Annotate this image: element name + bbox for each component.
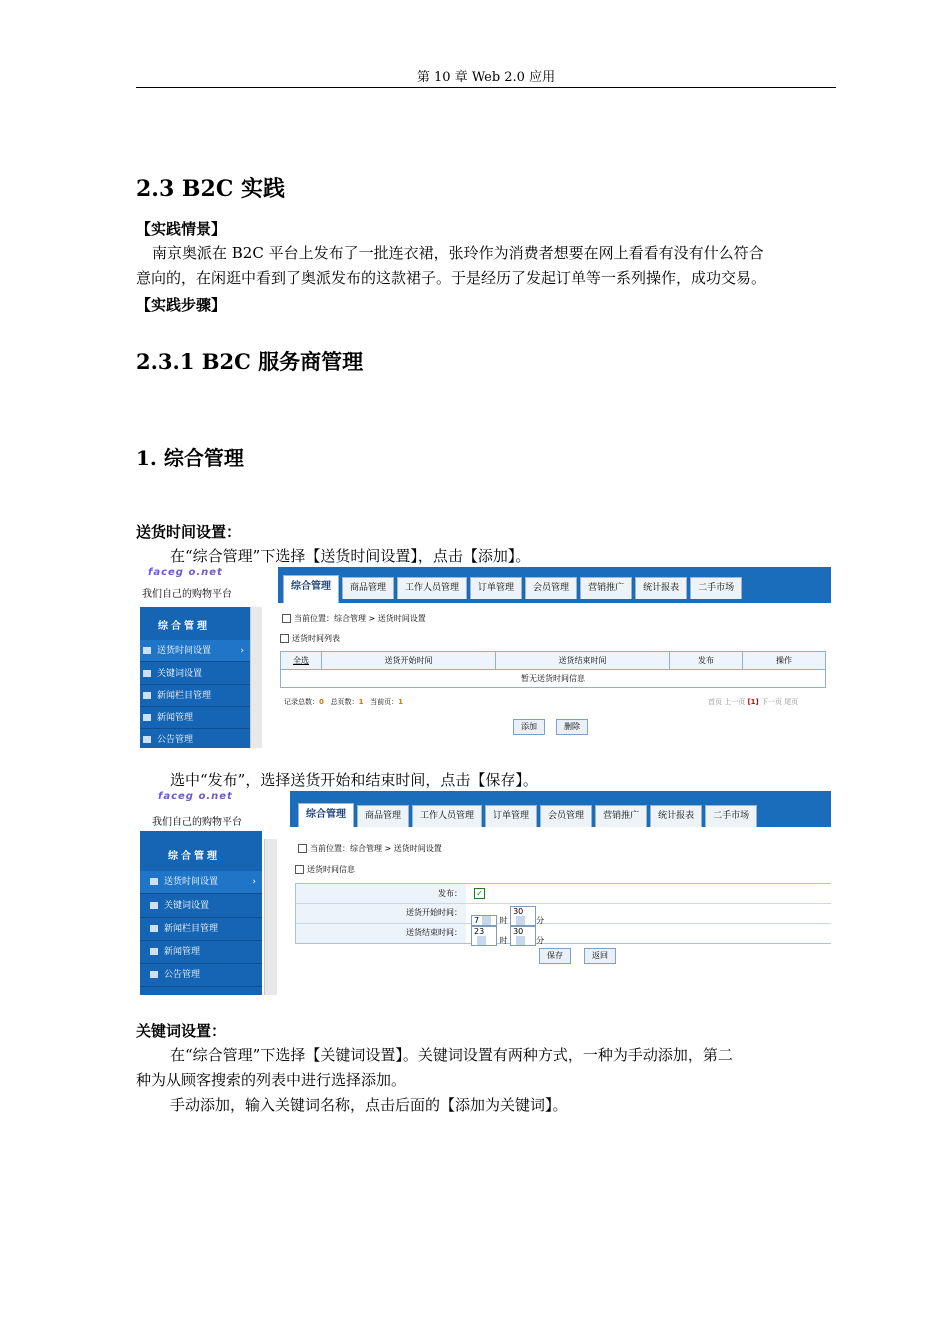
tab-staff[interactable]: 工作人员管理 [412, 805, 482, 827]
tab-staff[interactable]: 工作人员管理 [397, 577, 467, 599]
col-end-time: 送货结束时间 [496, 652, 670, 670]
delivery-instruction-2: 选中“发布”，选择送货开始和结束时间，点击【保存】。 [170, 771, 538, 789]
steps-label: 【实践步骤】 [136, 296, 227, 314]
tab-reports[interactable]: 统计报表 [650, 805, 702, 827]
tab-general[interactable]: 综合管理 [283, 575, 339, 603]
scene-text-line1: 南京奥派在 B2C 平台上发布了一批连衣裙，张玲作为消费者想要在网上看看有没有什么符合 [152, 244, 764, 262]
sidebar-item-news[interactable] [140, 707, 250, 729]
end-minute-select[interactable] [510, 926, 536, 946]
form-icon [295, 865, 304, 874]
sidebar-item-delivery-time[interactable] [140, 871, 262, 894]
info-title-text: 送货时间信息 [307, 865, 355, 874]
screenshot-delivery-form [140, 791, 831, 995]
start-hour-value: 7 [474, 916, 480, 925]
sidebar-item-label: 关键词设置 [164, 901, 210, 911]
pager [708, 697, 798, 707]
scene-text-line2: 意向的，在闲逛中看到了奥派发布的这款裙子。于是经历了发起订单等一系列操作，成功交易。 [136, 269, 767, 287]
sidebar-scrollbar[interactable] [264, 839, 277, 995]
delivery-label: 送货时间设置： [136, 523, 242, 541]
empty-message: 暂无送货时间信息 [281, 670, 826, 688]
site-logo: faceg o.net [158, 791, 233, 802]
sidebar-item-label: 送货时间设置 [157, 646, 212, 656]
header-rule [136, 87, 836, 88]
list-icon [143, 647, 151, 654]
screenshot-delivery-list [140, 567, 831, 748]
arrow-right-icon [282, 614, 291, 623]
sidebar-item-notices[interactable] [140, 729, 250, 748]
start-minute-value: 30 [513, 907, 524, 916]
minute-unit: 分 [536, 916, 545, 925]
hour-unit: 时 [499, 936, 508, 945]
sidebar-item-label: 公告管理 [157, 735, 194, 745]
keyword-line3: 手动添加，输入关键词名称，点击后面的【添加为关键词】。 [170, 1096, 568, 1114]
record-stats [284, 697, 403, 707]
sidebar-item-label: 新闻栏目管理 [157, 691, 212, 701]
sidebar-item-label: 送货时间设置 [164, 877, 219, 887]
list-icon [150, 902, 158, 909]
section-heading-1: 1. 综合管理 [136, 446, 244, 470]
running-header: 第 10 章 Web 2.0 应用 [416, 70, 556, 85]
breadcrumb-text: 当前位置：综合管理 > 送货时间设置 [294, 614, 426, 623]
list-icon [150, 948, 158, 955]
chevron-right-icon: › [240, 646, 244, 656]
start-hour-select[interactable] [471, 915, 497, 926]
current-value: 1 [398, 698, 403, 706]
form-divider [296, 903, 831, 904]
chevron-right-icon: › [252, 877, 256, 887]
pager-last[interactable]: 尾页 [784, 698, 799, 706]
keyword-line2: 种为从顾客搜索的列表中进行选择添加。 [136, 1071, 407, 1089]
end-hour-select[interactable] [471, 926, 497, 946]
sidebar-item-label: 关键词设置 [157, 669, 203, 679]
list-icon [150, 971, 158, 978]
delete-button[interactable]: 删除 [556, 719, 588, 735]
sidebar-scrollbar[interactable] [250, 607, 262, 748]
end-time-label: 送货结束时间： [406, 928, 462, 937]
total-label: 记录总数： [284, 698, 319, 706]
site-slogan: 我们自己的购物平台 [142, 589, 232, 600]
scene-label: 【实践情景】 [136, 220, 227, 238]
back-button[interactable]: 返回 [584, 948, 616, 964]
sidebar-item-notices[interactable] [140, 964, 262, 987]
site-slogan: 我们自己的购物平台 [152, 817, 242, 828]
sidebar-item-news-columns[interactable] [140, 685, 250, 707]
publish-checkbox[interactable] [474, 888, 485, 899]
chevron-down-icon [516, 936, 525, 945]
pager-first[interactable]: 首页 [708, 698, 722, 706]
chevron-down-icon [516, 916, 525, 925]
tab-orders[interactable]: 订单管理 [485, 805, 537, 827]
list-title-text: 送货时间列表 [292, 634, 340, 643]
save-button[interactable]: 保存 [539, 948, 571, 964]
sidebar-item-keywords[interactable] [140, 663, 250, 685]
col-start-time: 送货开始时间 [322, 652, 496, 670]
sidebar-title: 综合管理 [158, 621, 210, 632]
keyword-line1: 在“综合管理”下选择【关键词设置】。关键词设置有两种方式，一种为手动添加，第二 [170, 1046, 733, 1064]
list-title [280, 633, 340, 644]
delivery-time-table [280, 651, 826, 688]
section-heading-2-3-1: 2.3.1 B2C 服务商管理 [136, 349, 364, 374]
tab-marketing[interactable]: 营销推广 [580, 577, 632, 599]
start-time-label: 送货开始时间： [406, 908, 462, 917]
arrow-right-icon [298, 844, 307, 853]
tab-marketing[interactable]: 营销推广 [595, 805, 647, 827]
start-time-fields [471, 906, 544, 926]
chevron-down-icon [477, 936, 486, 945]
list-icon [143, 670, 151, 677]
tab-members[interactable]: 会员管理 [525, 577, 577, 599]
sidebar-item-label: 新闻栏目管理 [164, 924, 219, 934]
delivery-form [295, 883, 831, 944]
sidebar-item-news[interactable] [140, 941, 262, 964]
publish-label: 发布： [438, 889, 462, 898]
sidebar-item-news-columns[interactable] [140, 918, 262, 941]
tab-second-hand[interactable]: 二手市场 [705, 805, 757, 827]
tab-products[interactable]: 商品管理 [342, 577, 394, 599]
section-heading-2-3: 2.3 B2C 实践 [136, 176, 286, 202]
main-tabs [298, 803, 757, 827]
sidebar-item-label: 公告管理 [164, 970, 201, 980]
sidebar-item-keywords[interactable] [140, 895, 262, 918]
current-label: 当前页： [370, 698, 399, 706]
breadcrumb [298, 843, 442, 854]
end-minute-value: 30 [513, 927, 524, 936]
sidebar-item-label: 新闻管理 [157, 713, 194, 723]
list-icon [150, 925, 158, 932]
breadcrumb [282, 613, 426, 624]
list-icon [143, 736, 151, 743]
tab-second-hand[interactable]: 二手市场 [690, 577, 742, 599]
tab-members[interactable]: 会员管理 [540, 805, 592, 827]
main-tabs [283, 575, 742, 603]
breadcrumb-text: 当前位置：综合管理 > 送货时间设置 [310, 844, 442, 853]
tab-products[interactable]: 商品管理 [357, 805, 409, 827]
tab-orders[interactable]: 订单管理 [470, 577, 522, 599]
list-icon [143, 714, 151, 721]
sidebar-title: 综合管理 [168, 851, 220, 862]
chevron-down-icon [482, 916, 491, 925]
add-button[interactable]: 添加 [513, 719, 545, 735]
hour-unit: 时 [499, 916, 508, 925]
tab-reports[interactable]: 统计报表 [635, 577, 687, 599]
end-time-fields [471, 926, 544, 946]
sidebar-item-delivery-time[interactable] [140, 640, 250, 662]
check-icon: ✓ [474, 888, 485, 899]
minute-unit: 分 [536, 936, 545, 945]
info-title [295, 864, 355, 875]
list-icon [143, 692, 151, 699]
form-divider [296, 923, 831, 924]
start-minute-select[interactable] [510, 906, 536, 926]
pager-prev[interactable]: 上一页 [724, 698, 746, 706]
tab-general[interactable]: 综合管理 [298, 803, 354, 827]
list-icon [150, 878, 158, 885]
pages-value: 1 [358, 698, 364, 706]
table-icon [280, 634, 289, 643]
sidebar-item-label: 新闻管理 [164, 947, 201, 957]
site-logo: faceg o.net [148, 567, 223, 578]
pages-label: 总页数： [330, 698, 359, 706]
col-publish: 发布 [670, 652, 743, 670]
total-value: 0 [319, 698, 324, 706]
pager-current: [1] [747, 698, 759, 706]
select-all-link[interactable]: 全选 [281, 652, 322, 670]
pager-next[interactable]: 下一页 [760, 698, 782, 706]
end-hour-value: 23 [474, 927, 485, 936]
keyword-label: 关键词设置： [136, 1022, 227, 1040]
col-actions: 操作 [743, 652, 826, 670]
delivery-instruction: 在“综合管理”下选择【送货时间设置】，点击【添加】。 [170, 547, 531, 565]
